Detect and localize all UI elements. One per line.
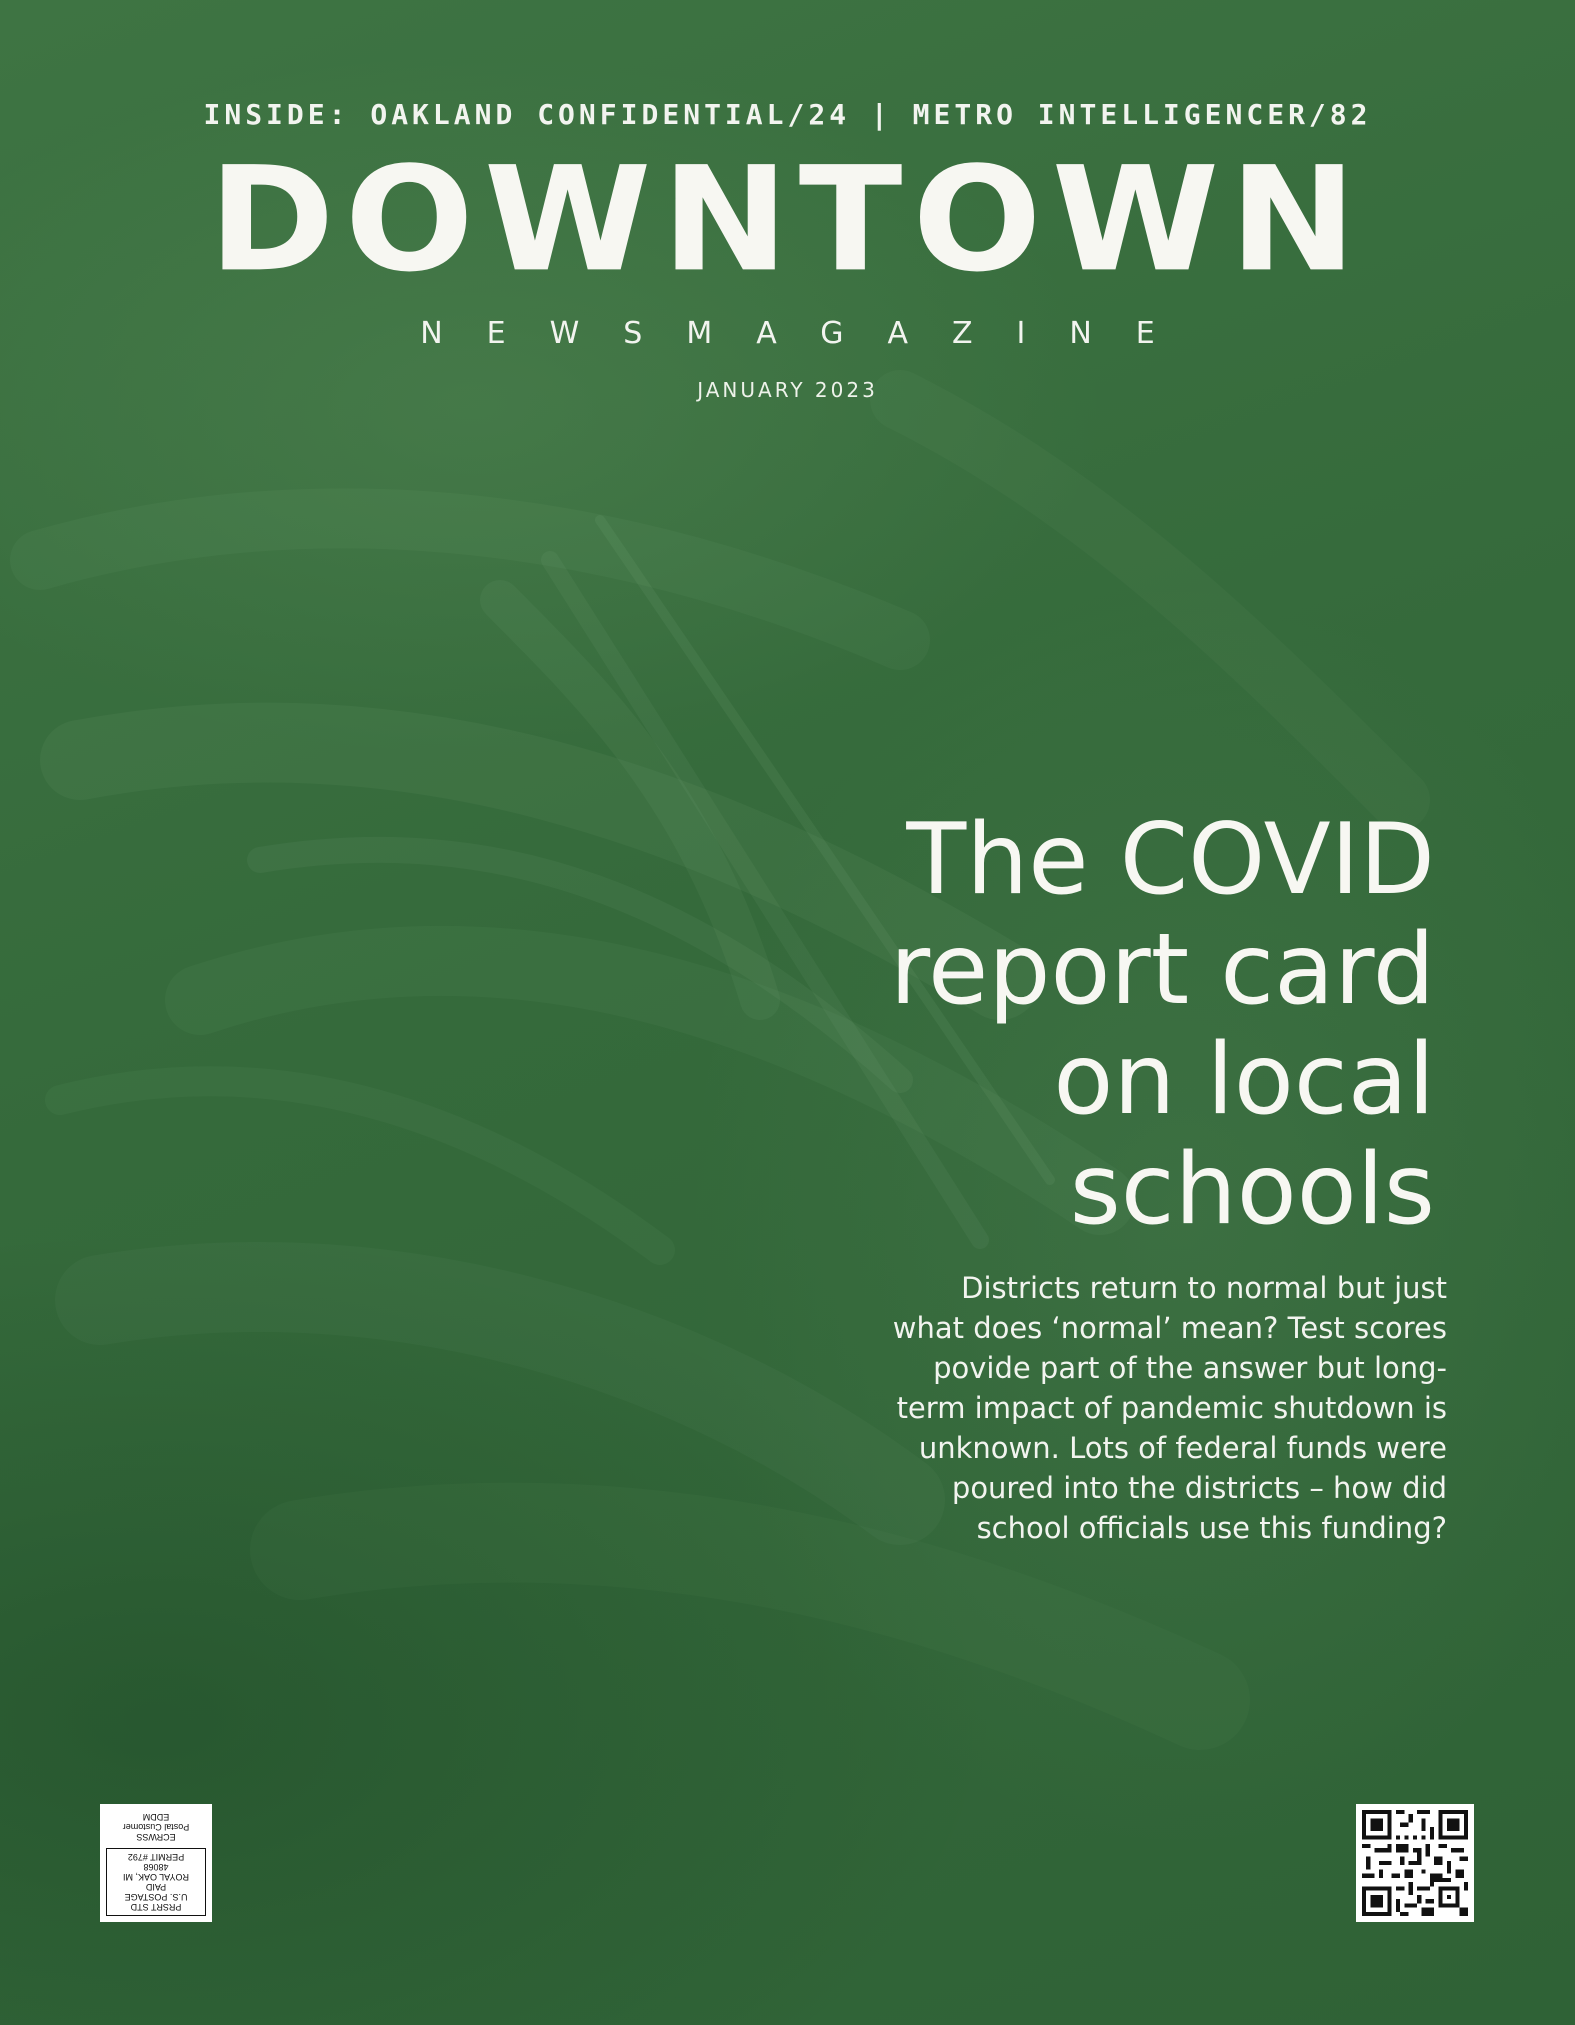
indicia-line: PERMIT #792 [127, 1852, 185, 1862]
postal-permit-box [106, 1848, 206, 1916]
indicia-line: Postal Customer [122, 1822, 190, 1832]
indicia-line: PAID [145, 1882, 167, 1892]
issue-date: JANUARY 2023 [697, 378, 878, 402]
headline-line-2: report card [889, 913, 1435, 1027]
indicia-line: ECRWSS [136, 1832, 176, 1842]
cover-kicker: INSIDE: OAKLAND CONFIDENTIAL/24 | METRO INTELLIGENCER/82 [203, 98, 1372, 131]
qr-code-icon[interactable] [1356, 1804, 1474, 1922]
masthead-title: DOWNTOWN [208, 135, 1367, 304]
indicia-line: U.S. POSTAGE [124, 1892, 188, 1902]
indicia-line: 48068 [143, 1862, 169, 1872]
indicia-line: PRSRT STD [130, 1902, 182, 1912]
qr-code-graphic [1362, 1810, 1468, 1916]
masthead-subtitle: NEWSMAGAZINE [420, 316, 1199, 351]
indicia-line: ROYAL OAK, MI [123, 1872, 190, 1882]
indicia-line: EDDM [142, 1812, 170, 1822]
headline-line-4: schools [1069, 1133, 1435, 1247]
headline-line-1: The COVID [906, 803, 1435, 917]
headline-line-3: on local [1053, 1023, 1435, 1137]
cover-blurb: Districts return to normal but just what does ‘normal’ mean? Test scores povide part of the answer but long-term impact of pandemic shutdown is unknown. Lots of federal funds were poured into the districts – how did school officials use this funding? [892, 1271, 1447, 1545]
postal-indicia [100, 1804, 212, 1922]
cover-headline [615, 805, 1435, 1245]
